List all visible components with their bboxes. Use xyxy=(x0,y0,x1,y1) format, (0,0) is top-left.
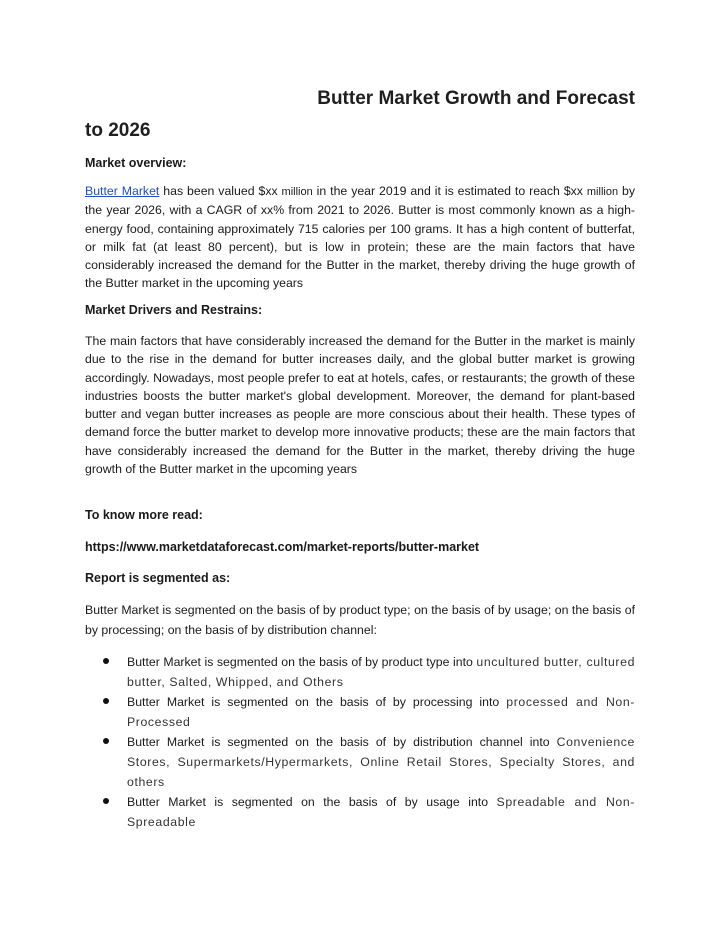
segmented-heading: Report is segmented as: xyxy=(85,571,231,585)
know-more-heading: To know more read: xyxy=(85,508,203,522)
bullet-icon xyxy=(103,738,109,744)
list-item xyxy=(85,732,635,792)
butter-market-link[interactable]: Butter Market xyxy=(85,184,160,198)
overview-text-2: in the year 2019 and it is estimated to reach $xx xyxy=(312,184,587,198)
bullet-icon xyxy=(103,798,109,804)
drivers-paragraph: The main factors that have considerably increased the demand for the Butter in the market is mainly due to the rise in the demand for butter increases daily, and the global butter market is growing accordingly. Nowadays, most people prefer to eat at hotels, cafes, or restaurants; the growth of these industries boosts the butter market's global development. Moreover, the demand for plant-based butter and vegan butter increases as people are more conscious about their health. These types of demand force the butter market to develop more innovative products; these are the main factors that have considerably increased the demand for the Butter in the market, thereby driving the huge growth of the Butter market in the upcoming years xyxy=(85,334,635,477)
drivers-heading: Market Drivers and Restrains: xyxy=(85,303,263,317)
segment-lead: Butter Market is segmented on the basis of by product type into xyxy=(127,655,477,669)
overview-paragraph xyxy=(85,182,635,293)
overview-text-3: by the year 2026, with a CAGR of xx% from 2021 to 2026. Butter is most commonly known as a high-energy food, containing approximately 715 calories per 100 grams. It has a high content of butterfat, or milk fat (at least 80 percent), but is low in protein; these are the main factors that have considerably increased the demand for the Butter in the market, thereby driving the huge growth of the Butter market in the upcoming years xyxy=(85,184,635,291)
overview-text-1: has been valued $xx xyxy=(159,184,282,198)
segment-values: uncultured butter, cultured butter, Salted, Whipped, and Others xyxy=(127,655,636,689)
segment-lead: Butter Market is segmented on the basis of by processing into xyxy=(127,695,507,709)
list-item xyxy=(85,792,635,832)
segment-values: processed and Non-Processed xyxy=(127,695,635,729)
list-item xyxy=(85,652,635,692)
page-title: Butter Market Growth and Forecast xyxy=(317,88,635,109)
overview-heading: Market overview: xyxy=(85,156,187,170)
segment-values: Spreadable and Non-Spreadable xyxy=(127,795,635,829)
overview-million-1: million xyxy=(281,186,313,198)
segment-values: Convenience Stores, Supermarkets/Hypermarkets, Online Retail Stores, Specialty Stores, and others xyxy=(127,735,635,789)
bullet-icon xyxy=(103,658,109,664)
segment-lead: Butter Market is segmented on the basis of by usage into xyxy=(127,795,497,809)
overview-million-2: million xyxy=(586,186,619,198)
segmented-intro: Butter Market is segmented on the basis of by product type; on the basis of by usage; on the basis of by processing; on the basis of by distribution channel: xyxy=(85,603,635,637)
segment-list xyxy=(85,652,635,832)
bullet-icon xyxy=(103,698,109,704)
list-item xyxy=(85,692,635,732)
segment-lead: Butter Market is segmented on the basis of by distribution channel into xyxy=(127,735,557,749)
page-title-continued: to 2026 xyxy=(85,120,151,141)
source-url: https://www.marketdataforecast.com/market-reports/butter-market xyxy=(85,540,480,554)
